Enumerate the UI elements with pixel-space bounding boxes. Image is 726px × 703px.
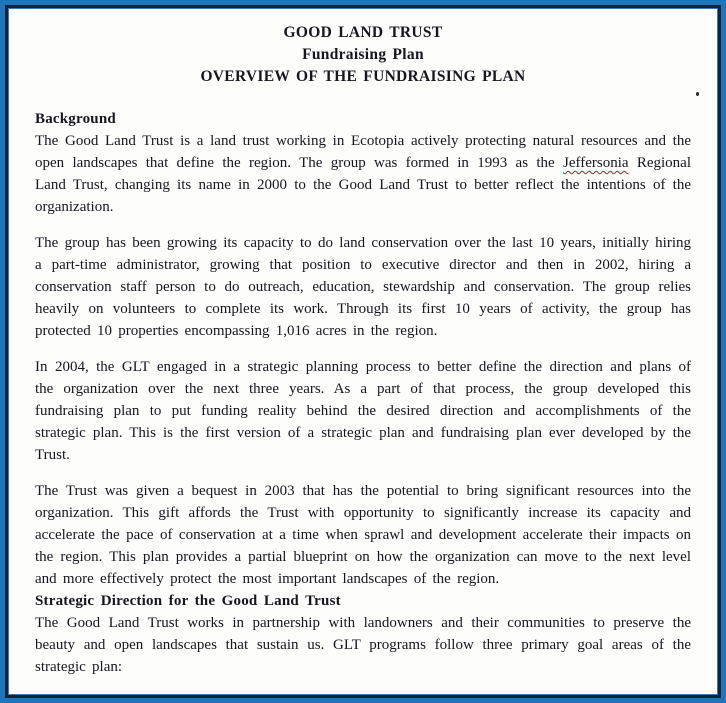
paragraph-background-1 [35, 130, 691, 218]
ink-speck [696, 92, 699, 96]
paragraph-background-2: The group has been growing its capacity to do land conservation over the last 10 years, initially hiring a part-time administrator, growing that position to executive director and then in 2002, hiring a conservation staff person to do outreach, education, stewardship and conservation. The group relies heavily on volunteers to complete its work. Through its first 10 years of activity, the group has protected 10 properties encompassing 1,016 acres in the region. [35, 235, 691, 339]
document-inner-border [5, 5, 721, 698]
document-subtitle: Fundraising Plan [302, 46, 424, 63]
strategic-direction-heading: Strategic Direction for the Good Land Trust [35, 593, 341, 609]
misspelled-word: Jeffersonia [563, 155, 629, 171]
paragraph-background-4: The Trust was given a bequest in 2003 that has the potential to bring significant resources into the organization. This gift affords the Trust with opportunity to significantly increase its capacity and accelerate the pace of conservation at a time when sprawl and development accelerate their impacts on the region. This plan provides a partial blueprint on how the organization can move to the next level and more effectively protect the most important landscapes of the region. [35, 483, 691, 587]
section-background [35, 108, 691, 590]
paragraph-strategic-direction-1: The Good Land Trust works in partnership with landowners and their communities to preserve the beauty and open landscapes that sustain us. GLT programs follow three primary goal areas of the strategic plan: [35, 615, 691, 675]
background-heading: Background [35, 111, 116, 127]
paragraph-background-3: In 2004, the GLT engaged in a strategic planning process to better define the direction and plans of the organization over the next three years. As a part of that process, the group developed this fundraising plan to put funding reality behind the desired direction and accomplishments of the strategic plan. This is the first version of a strategic plan and fundraising plan ever developed by the Trust. [35, 359, 691, 463]
document-title: GOOD LAND TRUST [283, 24, 443, 41]
section-strategic-direction [35, 590, 691, 678]
document-title-block [35, 22, 691, 88]
document-content [8, 8, 718, 695]
paragraph-text: Regional Land Trust, changing its name in 2000 to the Good Land Trust to better reflect the intentions of the organization. [35, 155, 691, 215]
paragraph-text: The Good Land Trust is a land trust working in Ecotopia actively protecting natural resources and the open landscapes that define the region. The group was formed in 1993 as the [35, 133, 691, 171]
document-overview-heading: OVERVIEW OF THE FUNDRAISING PLAN [200, 68, 526, 85]
